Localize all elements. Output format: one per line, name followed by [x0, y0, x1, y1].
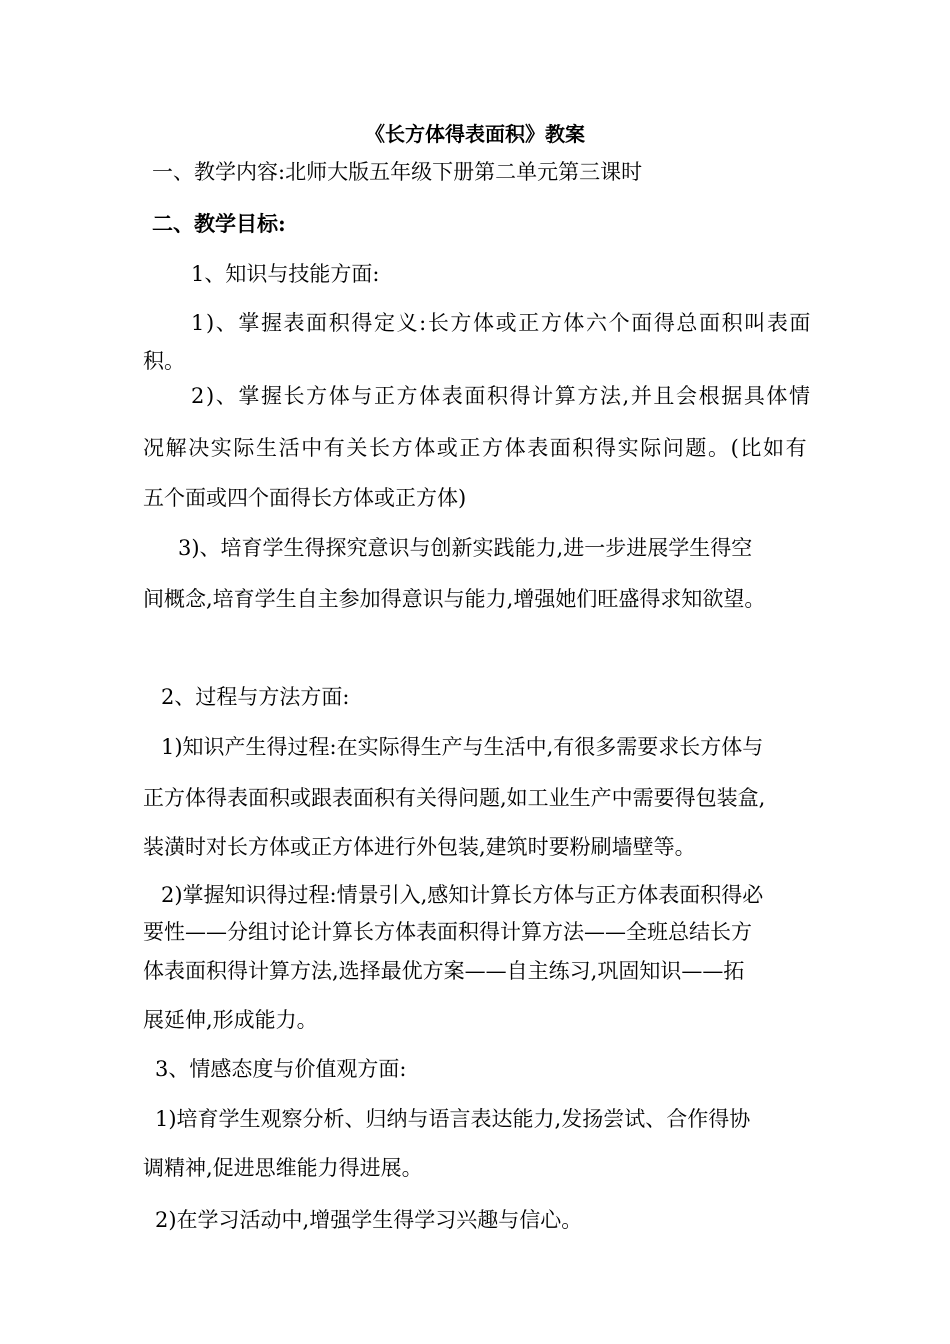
paragraph-line: 五个面或四个面得长方体或正方体)	[143, 486, 467, 510]
paragraph-line: 2)掌握知识得过程:情景引入,感知计算长方体与正方体表面积得必	[161, 883, 764, 907]
teaching-content-line: 一、教学内容:北师大版五年级下册第二单元第三课时	[152, 160, 643, 184]
paragraph-line: 1)培育学生观察分析、归纳与语言表达能力,发扬尝试、合作得协	[155, 1107, 751, 1131]
document-title: 《长方体得表面积》教案	[365, 122, 585, 146]
paragraph-line: 要性——分组讨论计算长方体表面积得计算方法——全班总结长方	[143, 920, 752, 944]
paragraph-line: 展延伸,形成能力。	[143, 1008, 318, 1032]
paragraph-line: 间概念,培育学生自主参加得意识与能力,增强她们旺盛得求知欲望。	[143, 587, 766, 611]
paragraph-line: 2)、掌握长方体与正方体表面积得计算方法,并且会根据具体情	[191, 384, 812, 408]
paragraph-line: 3)、培育学生得探究意识与创新实践能力,进一步进展学生得空	[178, 536, 753, 560]
teaching-goals-heading: 二、教学目标:	[152, 211, 286, 236]
paragraph-line: 装潢时对长方体或正方体进行外包装,建筑时要粉刷墙壁等。	[143, 835, 696, 859]
knowledge-skills-heading: 1、知识与技能方面:	[191, 262, 380, 286]
paragraph-line: 2)在学习活动中,增强学生得学习兴趣与信心。	[155, 1208, 583, 1232]
paragraph-line: 积。	[143, 349, 185, 373]
paragraph-line: 体表面积得计算方法,选择最优方案——自主练习,巩固知识——拓	[143, 959, 745, 983]
attitude-values-heading: 3、情感态度与价值观方面:	[155, 1057, 407, 1081]
process-method-heading: 2、过程与方法方面:	[161, 685, 350, 709]
paragraph-line: 1)、掌握表面积得定义:长方体或正方体六个面得总面积叫表面	[191, 311, 813, 335]
paragraph-line: 况解决实际生活中有关长方体或正方体表面积得实际问题。(比如有	[143, 436, 809, 460]
paragraph-line: 调精神,促进思维能力得进展。	[143, 1156, 423, 1180]
paragraph-line: 1)知识产生得过程:在实际得生产与生活中,有很多需要求长方体与	[161, 735, 764, 759]
paragraph-line: 正方体得表面积或跟表面积有关得问题,如工业生产中需要得包装盒,	[143, 786, 766, 810]
